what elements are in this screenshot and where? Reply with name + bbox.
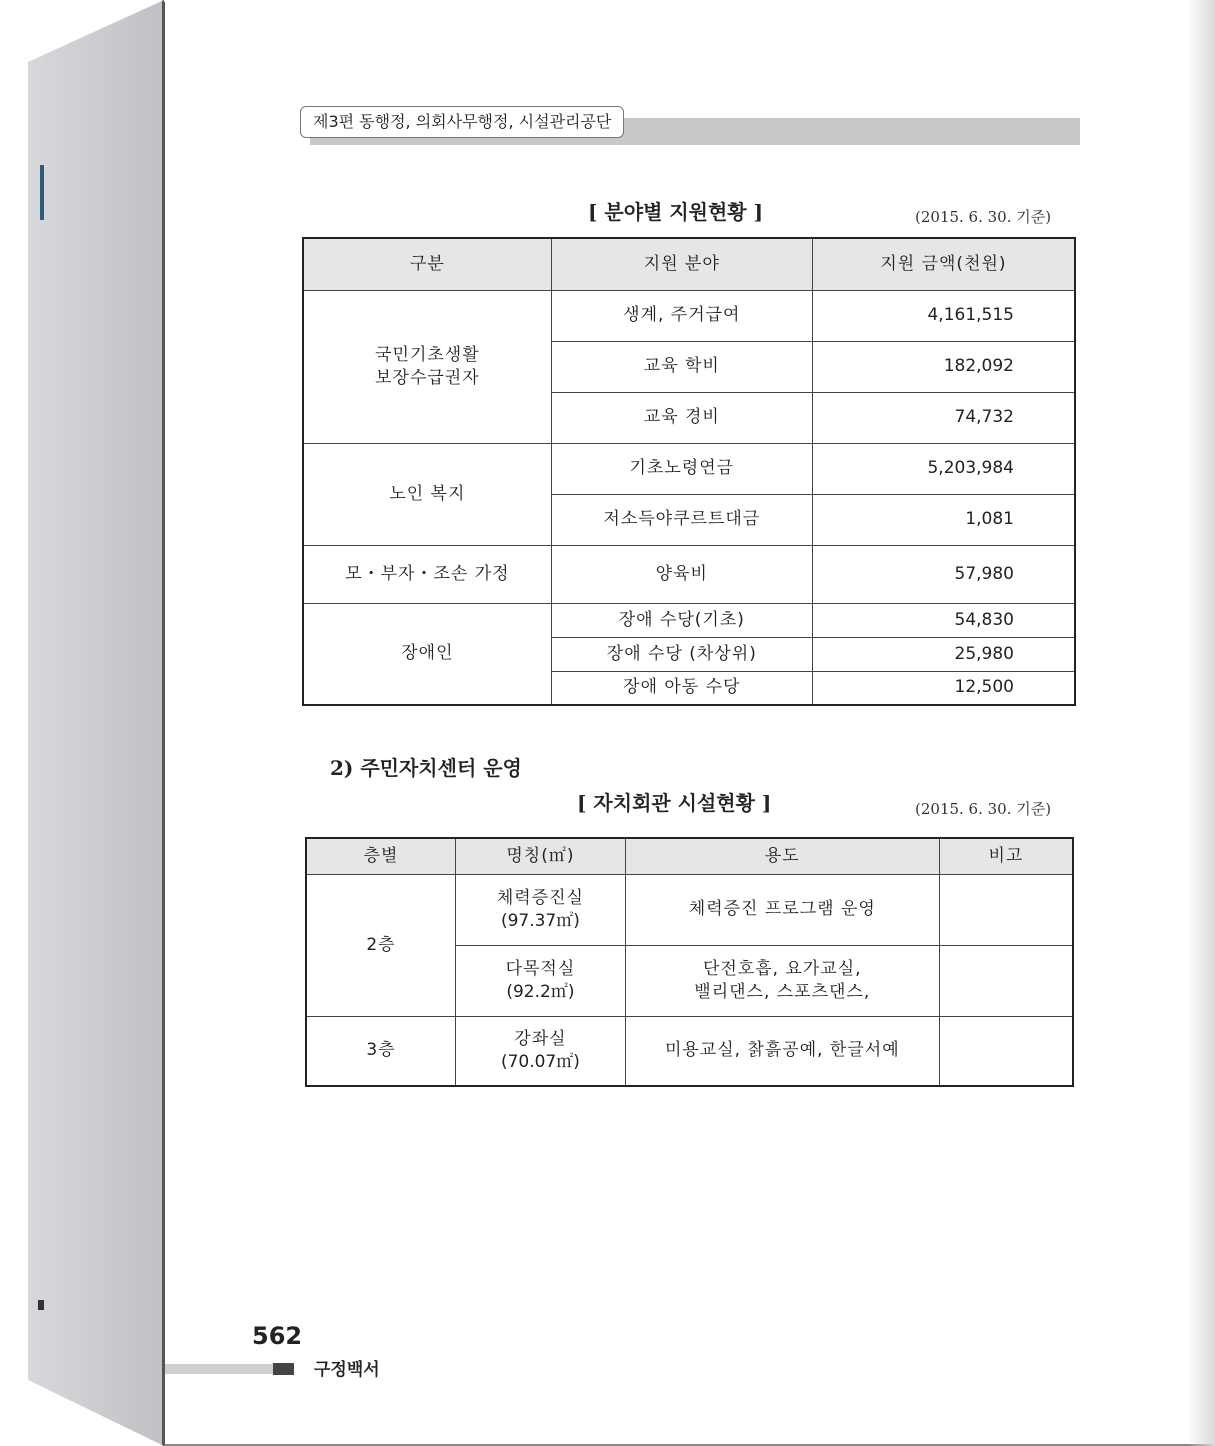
use-line: 밸리댄스, 스포츠댄스, xyxy=(694,981,871,1002)
table2-basis-date: (2015. 6. 30. 기준) xyxy=(915,800,1052,818)
category-cell: 노인 복지 xyxy=(303,443,551,545)
room-name: 다목적실 xyxy=(505,958,576,979)
header-name: 명칭(㎡) xyxy=(456,838,626,874)
category-cell: 모・부자・조손 가정 xyxy=(303,545,551,603)
floor-cell: 3층 xyxy=(306,1016,456,1086)
table2-title: [ 자치회관 시설현황 ] xyxy=(577,791,772,815)
room-area: (92.2㎡) xyxy=(506,981,575,1002)
book-title: 구정백서 xyxy=(314,1360,380,1380)
use-line: 단전호흡, 요가교실, xyxy=(702,958,862,979)
room-name-cell xyxy=(456,1016,626,1086)
field-cell: 장애 수당(기초) xyxy=(551,603,812,637)
header-amount: 지원 금액(천원) xyxy=(812,238,1075,290)
use-cell xyxy=(625,945,939,1016)
table-row xyxy=(306,1016,1073,1086)
table1-basis-date: (2015. 6. 30. 기준) xyxy=(915,208,1052,226)
table-row xyxy=(303,545,1075,603)
floor-cell: 2층 xyxy=(306,874,456,1016)
table-row xyxy=(303,443,1075,494)
footer-bar xyxy=(165,1364,273,1374)
room-name: 강좌실 xyxy=(514,1028,567,1049)
page-edge-shadow xyxy=(1187,0,1215,1446)
table-header-row xyxy=(303,238,1075,290)
amount-cell: 182,092 xyxy=(812,341,1075,392)
category-cell xyxy=(303,290,551,443)
header-field: 지원 분야 xyxy=(551,238,812,290)
header-use: 용도 xyxy=(625,838,939,874)
spine-mark xyxy=(40,165,44,220)
footer-block xyxy=(273,1363,294,1375)
amount-cell: 4,161,515 xyxy=(812,290,1075,341)
table1-title: [ 분야별 지원현황 ] xyxy=(588,200,764,224)
field-cell: 교육 경비 xyxy=(551,392,812,443)
room-name: 체력증진실 xyxy=(496,887,584,908)
amount-cell: 57,980 xyxy=(812,545,1075,603)
book-spine xyxy=(28,0,164,1446)
table-row xyxy=(303,290,1075,341)
amount-cell: 25,980 xyxy=(812,637,1075,671)
category-cell: 장애인 xyxy=(303,603,551,705)
category-line: 보장수급권자 xyxy=(375,367,480,388)
use-cell: 미용교실, 찱흙공예, 한글서예 xyxy=(625,1016,939,1086)
section-heading: 2) 주민자치센터 운영 xyxy=(330,756,522,780)
note-cell xyxy=(939,945,1073,1016)
support-table xyxy=(302,237,1076,706)
field-cell: 양육비 xyxy=(551,545,812,603)
amount-cell: 12,500 xyxy=(812,671,1075,705)
room-name-cell xyxy=(456,874,626,945)
amount-cell: 1,081 xyxy=(812,494,1075,545)
amount-cell: 74,732 xyxy=(812,392,1075,443)
page-number: 562 xyxy=(252,1322,303,1350)
facility-table xyxy=(305,837,1074,1087)
spine-mark-bottom xyxy=(38,1300,44,1310)
table-row xyxy=(306,874,1073,945)
note-cell xyxy=(939,1016,1073,1086)
table-row xyxy=(303,603,1075,637)
header-floor: 층별 xyxy=(306,838,456,874)
field-cell: 생계, 주거급여 xyxy=(551,290,812,341)
room-name-cell xyxy=(456,945,626,1016)
field-cell: 교육 학비 xyxy=(551,341,812,392)
chapter-label: 제3편 동행정, 의회사무행정, 시설관리공단 xyxy=(300,106,624,138)
field-cell: 장애 아동 수당 xyxy=(551,671,812,705)
table-header-row xyxy=(306,838,1073,874)
field-cell: 저소득야쿠르트대금 xyxy=(551,494,812,545)
use-cell: 체력증진 프로그램 운영 xyxy=(625,874,939,945)
header-note: 비고 xyxy=(939,838,1073,874)
amount-cell: 5,203,984 xyxy=(812,443,1075,494)
category-line: 국민기초생활 xyxy=(375,344,480,365)
note-cell xyxy=(939,874,1073,945)
room-area: (70.07㎡) xyxy=(500,1051,580,1072)
field-cell: 기초노령연금 xyxy=(551,443,812,494)
header-category: 구분 xyxy=(303,238,551,290)
amount-cell: 54,830 xyxy=(812,603,1075,637)
room-area: (97.37㎡) xyxy=(500,910,580,931)
field-cell: 장애 수당 (차상위) xyxy=(551,637,812,671)
